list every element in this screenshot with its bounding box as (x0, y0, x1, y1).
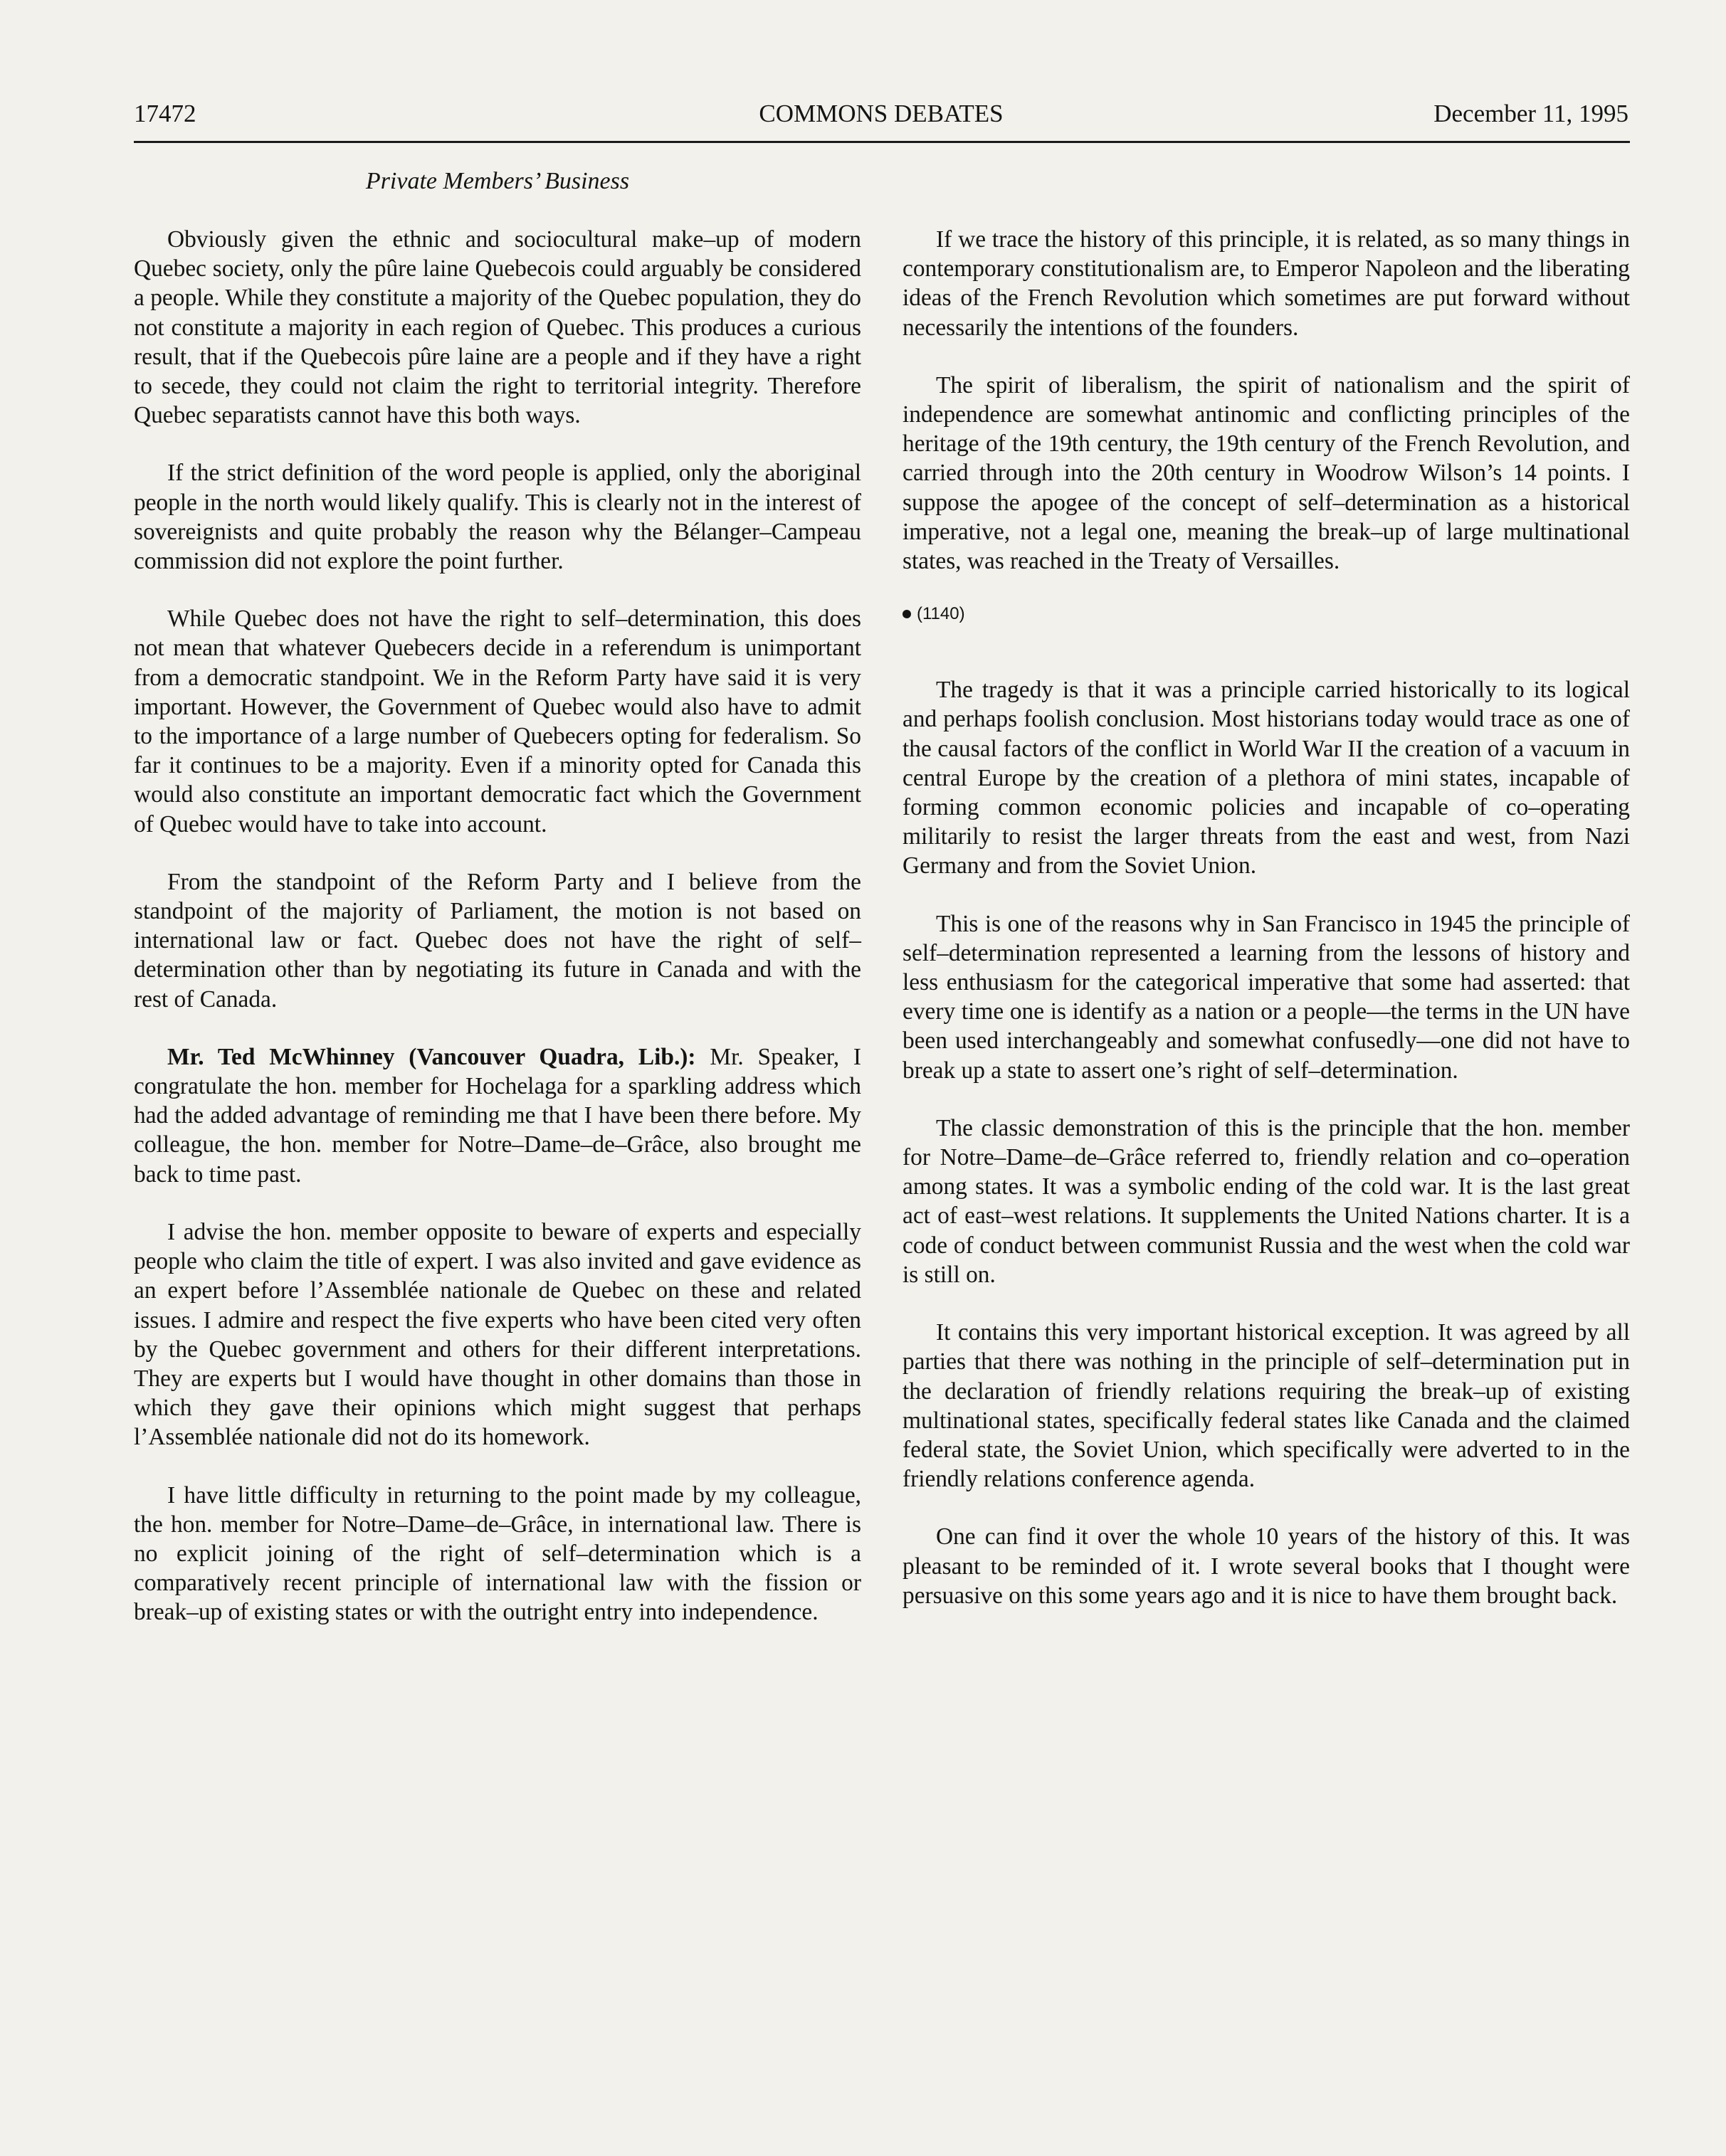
speaker-text: Mr. Speaker, I congratulate the hon. member for Hochelaga for a sparkling address which had the added advantage of reminding me that I have been there before. My colleague, the hon. member for Notre–Dame–de–Grâce, also brought me back to time past. (134, 1043, 861, 1188)
paragraph: This is one of the reasons why in San Francisco in 1945 the principle of self–determination represented a learning from the lessons of history and less enthusiasm for the categorical imperative that some had asserted: that every time one is identify as a nation or a people—the terms in the UN have been used interchangeably and somewhat confusedly—one did not have to break up a state to assert one’s right of self–determination. (903, 910, 1630, 1084)
paragraph: One can find it over the whole 10 years of the history of this. It was pleasant to be reminded of it. I wrote several books that I thought were persuasive on this some years ago and it is nice to have them brought back. (903, 1523, 1630, 1609)
speaker-paragraph (134, 1042, 861, 1189)
publication-date: December 11, 1995 (1433, 100, 1628, 127)
time-marker (903, 604, 1630, 624)
paragraph: I have little difficulty in returning to the point made by my colleague, the hon. member for Notre–Dame–de–Grâce, in international law. There is no explicit joining of the right of self–determination which is a comparatively recent principle of international law with the fission or break–up of existing states or with the outright entry into independence. (134, 1481, 861, 1626)
time-marker-label: (1140) (917, 604, 965, 624)
left-column (134, 225, 861, 1656)
paragraph: While Quebec does not have the right to self–determination, this does not mean that whatever Quebecers decide in a referendum is unimportant from a democratic standpoint. We in the Reform Party have said it is very important. However, the Government of Quebec would also have to admit to the importance of a large number of Quebecers opting for federalism. So far it continues to be a majority. Even if a minority opted for Canada this would also constitute an important democratic fact which the Government of Quebec would have to take into account. (134, 606, 861, 837)
page-number: 17472 (134, 100, 196, 127)
right-column (903, 225, 1630, 1639)
paragraph: The classic demonstration of this is the principle that the hon. member for Notre–Dame–de–Grâce referred to, friendly relation and co–operation among states. It was a symbolic ending of the cold war. It is the last great act of east–west relations. It supplements the United Nations charter. It is a code of conduct between communist Russia and the west when the cold war is still on. (903, 1114, 1630, 1288)
section-heading: Private Members’ Business (365, 168, 630, 194)
speaker-name: Mr. Ted McWhinney (Vancouver Quadra, Lib.): (167, 1043, 696, 1070)
paragraph: Obviously given the ethnic and sociocultural make–up of modern Quebec society, only the pûre laine Quebecois could arguably be considered a people. While they constitute a majority of the Quebec population, they do not constitute a majority in each region of Quebec. This produces a curious result, that if the Quebecois pûre laine are a people and if they have a right to secede, they could not claim the right to territorial integrity. Therefore Quebec separatists cannot have this both ways. (134, 226, 861, 429)
bullet-icon (903, 610, 911, 618)
paragraph: If we trace the history of this principle, it is related, as so many things in contemporary constitutionalism are, to Emperor Napoleon and the liberating ideas of the French Revolution which sometimes are put forward without necessarily the intentions of the founders. (903, 226, 1630, 341)
paragraph: It contains this very important historical exception. It was agreed by all parties that there was nothing in the principle of self–determination put in the declaration of friendly relations requiring the break–up of existing multinational states, specifically federal states like Canada and the claimed federal state, the Soviet Union, which specifically were adverted to in the friendly relations conference agenda. (903, 1319, 1630, 1493)
header-rule (134, 141, 1630, 143)
paragraph: I advise the hon. member opposite to beware of experts and especially people who claim the title of expert. I was also invited and gave evidence as an expert before l’Assemblée nationale de Quebec on these and related issues. I admire and respect the five experts who have been cited very often by the Quebec government and others for their different interpretations. They are experts but I would have thought in other domains than those in which they gave their opinions which might suggest that perhaps l’Assemblée nationale did not do its homework. (134, 1218, 861, 1451)
paragraph: If the strict definition of the word people is applied, only the aboriginal people in the north would likely qualify. This is clearly not in the interest of sovereignists and quite probably the reason why the Bélanger–Campeau commission did not explore the point further. (134, 460, 861, 575)
page-header (134, 100, 1628, 142)
paragraph: From the standpoint of the Reform Party and I believe from the standpoint of the majority of Parliament, the motion is not based on international law or fact. Quebec does not have the right of self–determination other than by negotiating its future in Canada and with the rest of Canada. (134, 868, 861, 1013)
paragraph: The tragedy is that it was a principle carried historically to its logical and perhaps foolish conclusion. Most historians today would trace as one of the causal factors of the conflict in World War II the creation of a vacuum in central Europe by the creation of a plethora of mini states, incapable of forming common economic policies and incapable of co–operating militarily to resist the larger threats from the east and west, from Nazi Germany and from the Soviet Union. (903, 677, 1630, 879)
paragraph: The spirit of liberalism, the spirit of nationalism and the spirit of independence are somewhat antinomic and conflicting principles of the heritage of the 19th century, the 19th century of the French Revolution, and carried through into the 20th century in Woodrow Wilson’s 14 points. I suppose the apogee of the concept of self–determination as a historical imperative, not a legal one, meaning the break–up of large multinational states, was reached in the Treaty of Versailles. (903, 371, 1630, 575)
publication-title: COMMONS DEBATES (759, 100, 1004, 127)
